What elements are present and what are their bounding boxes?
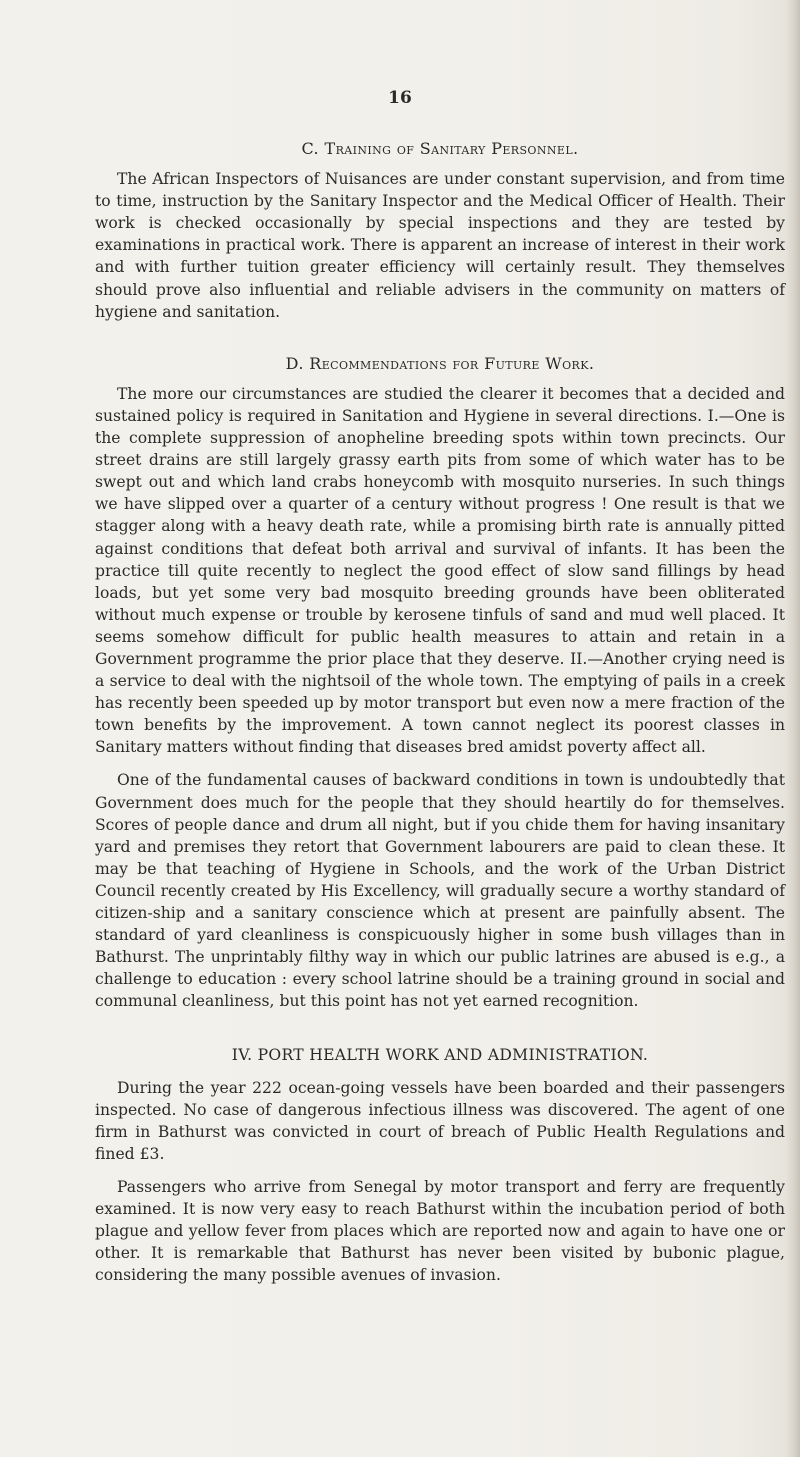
page-content <box>95 138 785 1286</box>
section-c-heading: C. Training of Sanitary Personnel. <box>301 139 579 158</box>
section-iv-heading: IV. PORT HEALTH WORK AND ADMINISTRATION. <box>231 1046 649 1065</box>
page-edge-shadow <box>786 0 800 1457</box>
page-number: 16 <box>388 88 412 108</box>
section-d-paragraph-2: One of the fundamental causes of backward conditions in town is undoubtedly that Government does much for the people that they should heartily do for themselves. Scores of people dance and drum all night, but if you chide them for having insanitary yard and premises they retort that Government labourers are paid to clean these. It may be that teaching of Hygiene in Schools, and the work of the Urban District Council recently created by His Excellency, will gradually secure a worthy standard of citizen-ship and a sanitary conscience which at present are painfully absent. The standard of yard cleanliness is conspicuously higher in some bush villages than in Bathurst. The unprintably filthy way in which our public latrines are abused is e.g., a challenge to education : every school latrine should be a training ground in social and communal cleanliness, but this point has not yet earned recognition. <box>95 771 785 1011</box>
section-iv-paragraph-1: During the year 222 ocean-going vessels have been boarded and their passengers inspected. No case of dangerous infectious illness was discovered. The agent of one firm in Bathurst was convicted in court of breach of Public Health Regulations and fined £3. <box>95 1078 785 1163</box>
section-d-heading: D. Recommendations for Future Work. <box>285 353 595 373</box>
section-c-paragraph-1: The African Inspectors of Nuisances are under constant supervision, and from time to time, instruction by the Sanitary Inspector and the Medical Officer of Health. Their work is checked occasionally by special inspections and they are tested by examinations in practical work. There is apparent an increase of interest in their work and with further tuition greater efficiency will certainly result. They themselves should prove also influential and reliable advisers in the community on matters of hygiene and sanitation. <box>95 170 785 321</box>
section-iv-paragraph-2: Passengers who arrive from Senegal by motor transport and ferry are frequently examined. It is now very easy to reach Bathurst within the incubation period of both plague and yellow fever from places which are reported now and again to have one or other. It is remarkable that Bathurst has never been visited by bubonic plague, considering the many possible avenues of invasion. <box>95 1177 785 1285</box>
section-d-paragraph-1: The more our circumstances are studied the clearer it becomes that a decided and sustained policy is required in Sanitation and Hygiene in several directions. I.—One is the complete suppression of anopheline breeding spots within town precincts. Our street drains are still largely grassy earth pits from some of which water has to be swept out and which land crabs honeycomb with mosquito nurseries. In such things we have slipped over a quarter of a century without progress ! One result is that we stagger along with a heavy death rate, while a promising birth rate is annually pitted against conditions that defeat both arrival and survival of infants. It has been the practice till quite recently to neglect the good effect of slow sand fillings by head loads, but yet some very bad mosquito breeding grounds have been obliterated without much expense or trouble by kerosene tinfuls of sand and mud well placed. It seems somehow difficult for public health measures to attain and retain in a Government programme the prior place that they deserve. II.—Another crying need is a service to deal with the nightsoil of the whole town. The emptying of pails in a creek has recently been speeded up by motor transport but even now a mere fraction of the town benefits by the improvement. A town cannot neglect its poorest classes in Sanitary matters without finding that diseases bred amidst poverty affect all. <box>95 384 785 757</box>
